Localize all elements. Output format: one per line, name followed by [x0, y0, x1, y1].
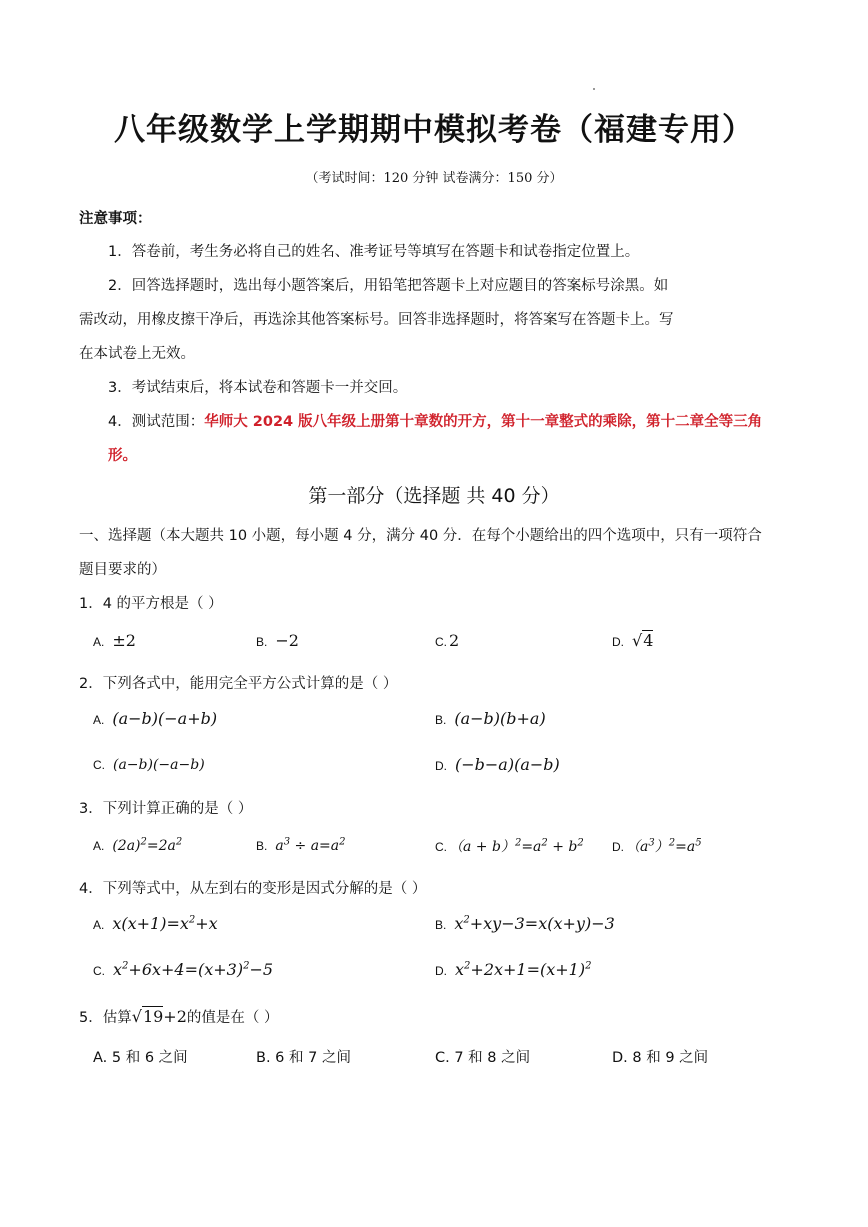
question-2-stem: 2．下列各式中，能用完全平方公式计算的是（ ） — [79, 676, 398, 692]
sqrt-icon: √4 — [632, 631, 654, 650]
question-1-stem: 1．4 的平方根是（ ） — [79, 596, 223, 612]
q2-option-d: D. (−b−a)(a−b) — [435, 755, 560, 774]
q2-option-b: B. (a−b)(b+a) — [435, 709, 546, 728]
question-4-stem: 4．下列等式中，从左到右的变形是因式分解的是（ ） — [79, 881, 427, 897]
speck — [593, 88, 595, 90]
question-3-stem: 3．下列计算正确的是（ ） — [79, 801, 253, 817]
exam-info: （考试时间：120 分钟 试卷满分：150 分） — [305, 171, 563, 186]
q4-option-d: D. $x^2+2x+1=(x+1)^2$ — [435, 960, 592, 979]
q5-option-b: B. 6 和 7 之间 — [256, 1050, 351, 1066]
notice-item-4 — [108, 410, 762, 431]
q1-option-b: B. −2 — [256, 631, 299, 650]
test-scope: 华师大 2024 版八年级上册第十章数的开方，第十一章整式的乘除，第十二章全等三角 — [204, 414, 763, 430]
q1-option-c: C. 2 — [435, 631, 460, 650]
notice-item-1: 1．答卷前，考生务必将自己的姓名、准考证号等填写在答题卡和试卷指定位置上。 — [108, 244, 640, 260]
q3-option-c: C. $(a + b)^2=a^2 + b^2$ — [435, 837, 584, 855]
notice-item-4-prefix: 4．测试范围： — [108, 414, 205, 430]
q3-option-a: A. $(2a)^2=2a^2$ — [93, 836, 183, 854]
notice-item-2-line-1: 2．回答选择题时，选出每小题答案后，用铅笔把答题卡上对应题目的答案标号涂黑。如 — [108, 278, 669, 294]
q5-option-d: D. 8 和 9 之间 — [612, 1050, 709, 1066]
q2-option-c: C. (a−b)(−a−b) — [93, 757, 205, 773]
q3-option-b: B. $a^3 \div a=a^2$ — [256, 836, 346, 854]
q4-option-c: C. $x^2+6x+4=(x+3)^2-5$ — [93, 960, 274, 979]
sqrt-icon: √19 — [131, 1007, 164, 1026]
notice-item-2-line-2: 需改动，用橡皮擦干净后，再选涂其他答案标号。回答非选择题时，将答案写在答题卡上。写 — [79, 312, 674, 328]
page-title: 八年级数学上学期期中模拟考卷（福建专用） — [114, 112, 754, 148]
q4-option-b: B. $x^2+xy-3=x(x+y)-3$ — [435, 914, 615, 933]
section-instructions-line-2: 题目要求的） — [79, 562, 166, 578]
notice-item-3: 3．考试结束后，将本试卷和答题卡一并交回。 — [108, 380, 408, 396]
test-scope-cont: 形。 — [108, 448, 137, 464]
q1-option-a: A. ±2 — [93, 631, 136, 650]
q4-option-a: A. $x(x+1)=x^2+x$ — [93, 914, 218, 933]
q5-option-a: A. 5 和 6 之间 — [93, 1050, 188, 1066]
q3-option-d: D. $(a^3)^2=a^5$ — [612, 837, 702, 855]
q1-option-d: D. √4 — [612, 631, 654, 650]
notice-item-2-line-3: 在本试卷上无效。 — [79, 346, 195, 362]
q2-option-a: A. (a−b)(−a+b) — [93, 709, 218, 728]
section-title: 第一部分（选择题 共 40 分） — [308, 485, 560, 507]
section-instructions-line-1: 一、选择题（本大题共 10 小题，每小题 4 分，满分 40 分．在每个小题给出的四个选项中，只有一项符合 — [79, 528, 762, 544]
question-5-stem: 5．估算√19+2的值是在（ ） — [79, 1007, 279, 1026]
q5-option-c: C. 7 和 8 之间 — [435, 1050, 531, 1066]
notice-heading: 注意事项： — [79, 211, 152, 227]
